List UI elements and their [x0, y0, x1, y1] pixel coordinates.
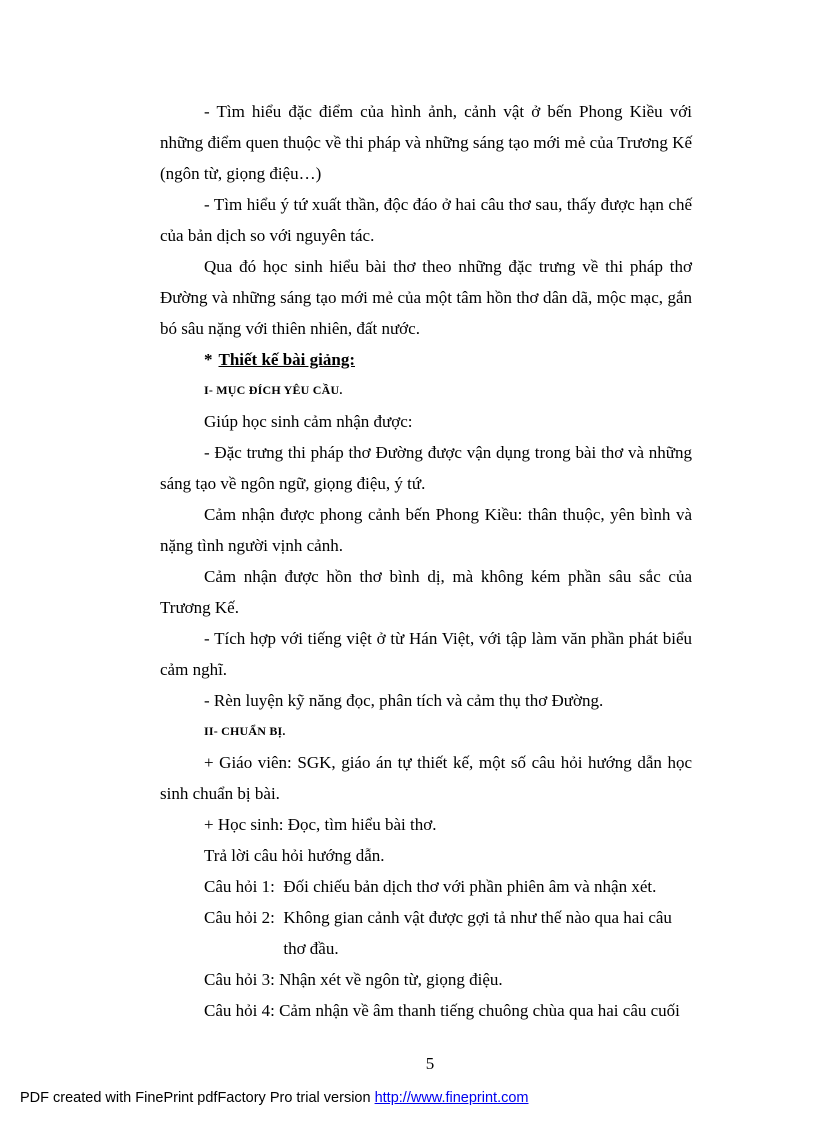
design-heading	[160, 344, 692, 375]
section-1-item: Cảm nhận được hồn thơ bình dị, mà không kém phần sâu sắc của Trương Kế.	[160, 567, 692, 617]
section-1-intro: Giúp học sinh cảm nhận được:	[204, 412, 413, 431]
question-3	[160, 964, 692, 995]
pdf-footer	[20, 1090, 529, 1106]
design-heading-text: Thiết kế bài giảng:	[218, 350, 355, 369]
section-1-item: - Rèn luyện kỹ năng đọc, phân tích và cảm thụ thơ Đường.	[204, 691, 604, 710]
footer-text: PDF created with FinePrint pdfFactory Pro trial version	[20, 1090, 375, 1106]
section-1-item: Cảm nhận được phong cảnh bến Phong Kiều: thân thuộc, yên bình và nặng tình người vịnh cảnh.	[160, 505, 692, 555]
paragraph-3: Qua đó học sinh hiểu bài thơ theo những đặc trưng về thi pháp thơ Đường và những sáng tạo mới mẻ của một tâm hồn thơ dân dã, mộc mạc, gắn bó sâu nặng với thiên nhiên, đất nước.	[160, 257, 692, 338]
question-label: Câu hỏi 2:	[204, 908, 284, 927]
section-2-title: II- CHUẨN BỊ.	[204, 724, 286, 738]
question-text: Nhận xét về ngôn từ, giọng điệu.	[279, 970, 503, 989]
question-text: Không gian cảnh vật được gợi tả như thế nào qua hai câu thơ đầu.	[283, 908, 672, 958]
section-1-title: I- MỤC ĐÍCH YÊU CẦU.	[204, 383, 343, 397]
question-label: Câu hỏi 4:	[204, 1001, 280, 1020]
question-text: Đối chiếu bản dịch thơ với phần phiên âm và nhận xét.	[283, 877, 657, 896]
answer-intro: Trả lời câu hỏi hướng dẫn.	[204, 846, 385, 865]
paragraph-2: - Tìm hiểu ý tứ xuất thần, độc đáo ở hai câu thơ sau, thấy được hạn chế của bản dịch so với nguyên tác.	[160, 195, 692, 245]
question-text: Cảm nhận về âm thanh tiếng chuông chùa qua hai câu cuối	[279, 1001, 680, 1020]
page-number: 5	[425, 1054, 435, 1073]
question-2	[160, 902, 692, 964]
question-1	[160, 871, 692, 902]
question-label: Câu hỏi 3:	[204, 970, 280, 989]
design-heading-star: *	[204, 350, 213, 369]
document-body	[160, 96, 692, 1026]
question-4	[160, 995, 692, 1026]
section-1-item: - Tích hợp với tiếng việt ở từ Hán Việt, với tập làm văn phần phát biểu cảm nghĩ.	[160, 629, 692, 679]
fineprint-link[interactable]: http://www.fineprint.com	[374, 1090, 529, 1106]
teacher-prep: + Giáo viên: SGK, giáo án tự thiết kế, một số câu hỏi hướng dẫn học sinh chuẩn bị bài.	[160, 753, 692, 803]
student-prep: + Học sinh: Đọc, tìm hiểu bài thơ.	[204, 815, 437, 834]
section-1-item: - Đặc trưng thi pháp thơ Đường được vận dụng trong bài thơ và những sáng tạo về ngôn ngữ, giọng điệu, ý tứ.	[160, 443, 692, 493]
question-label: Câu hỏi 1:	[204, 877, 284, 896]
paragraph-1: - Tìm hiểu đặc điểm của hình ảnh, cảnh vật ở bến Phong Kiều với những điểm quen thuộc về thi pháp và những sáng tạo mới mẻ của Trương Kế (ngôn từ, giọng điệu…)	[160, 102, 692, 183]
